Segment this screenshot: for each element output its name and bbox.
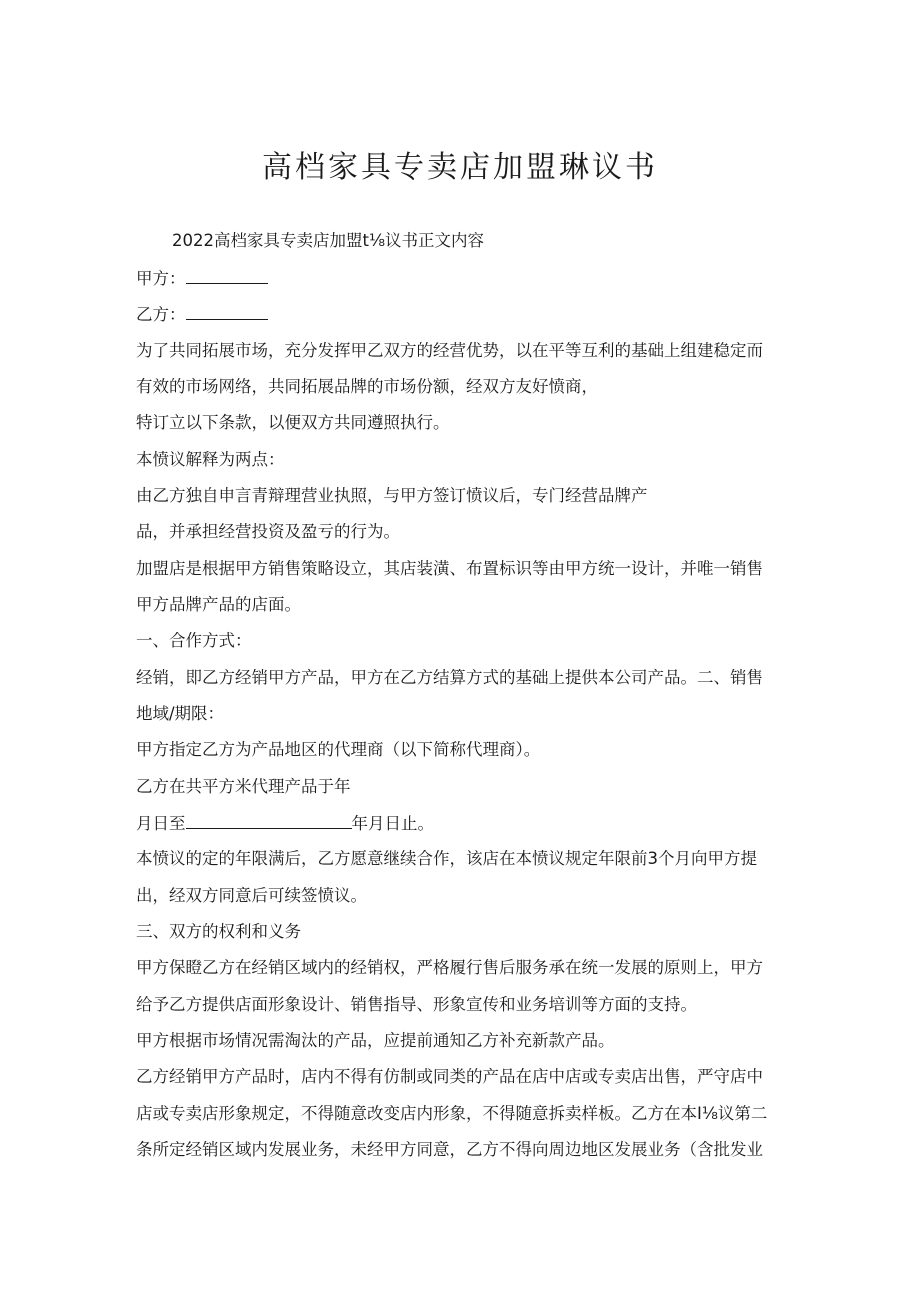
paragraph-line: 本愤议的定的年限满后，乙方愿意继续合作，该店在本愤议规定年限前3个月向甲方提 <box>136 849 757 868</box>
paragraph-line: 加盟店是根据甲方销售策略设立，其店装潢、布置标识等由甲方统一设计，并唯一销售 <box>136 559 763 578</box>
party-a-line <box>136 266 796 291</box>
paragraph-line: 经销，即乙方经销甲方产品，甲方在乙方结算方式的基础上提供本公司产品。二、销售 <box>136 668 763 687</box>
section-heading: 三、双方的权利和义务 <box>136 922 301 941</box>
paragraph-line: 为了共同拓展市场，充分发挥甲乙双方的经营优势，以在平等互利的基础上组建稳定而 <box>136 341 763 360</box>
paragraph-line: 乙方经销甲方产品时，店内不得有仿制或同类的产品在店中店或专卖店出售，严守店中 <box>136 1067 763 1086</box>
paragraph-line: 店或专卖店形象规定，不得随意改变店内形象，不得随意拆卖样板。乙方在本I⅛议第二 <box>136 1104 768 1123</box>
subtitle: 2022高档家具专卖店加盟t⅛议书正文内容 <box>172 231 484 250</box>
paragraph-line: 本愤议解释为两点： <box>136 450 285 469</box>
paragraph-line: 甲方指定乙方为产品地区的代理商（以下简称代理商）。 <box>136 740 541 759</box>
paragraph-line: 甲方保瞪乙方在经销区域内的经销权，严格履行售后服务承在统一发展的原则上，甲方 <box>136 958 763 977</box>
paragraph-line: 出，经双方同意后可续签愤议。 <box>136 886 367 905</box>
date-line-prefix: 月日至 <box>136 814 186 833</box>
document-title: 高档家具专卖店加盟琳议书 <box>262 150 658 185</box>
party-b-line <box>136 302 796 327</box>
paragraph-line: 甲方品牌产品的店面。 <box>136 595 301 614</box>
paragraph-line: 品，并承担经营投资及盈亏的行为。 <box>136 522 400 541</box>
date-blank <box>186 811 352 829</box>
date-line-suffix: 年月日止。 <box>351 814 434 833</box>
party-b-label: 乙方： <box>136 305 186 324</box>
paragraph-line: 条所定经销区域内发展业务，未经甲方同意，乙方不得向周边地区发展业务（含批发业 <box>136 1140 763 1159</box>
paragraph-line: 由乙方独自申言青辩理营业执照，与甲方签订愤议后，专门经营品牌产 <box>136 486 648 505</box>
paragraph-line: 有效的市场网络，共同拓展品牌的市场份额，经双方友好愤商， <box>136 377 598 396</box>
paragraph-line: 给予乙方提供店面形象设计、销售指导、形象宣传和业务培训等方面的支持。 <box>136 995 697 1014</box>
paragraph-line: 甲方根据市场情况需淘汰的产品，应提前通知乙方补充新款产品。 <box>136 1031 615 1050</box>
party-a-label: 甲方： <box>136 269 186 288</box>
paragraph-line: 地域/期限： <box>136 704 225 723</box>
party-a-blank <box>186 266 268 284</box>
paragraph-line: 特订立以下条款，以便双方共同遵照执行。 <box>136 413 450 432</box>
date-line <box>136 811 796 836</box>
section-heading: 一、合作方式： <box>136 631 252 650</box>
paragraph-line: 乙方在共平方米代理产品于年 <box>136 777 351 796</box>
party-b-blank <box>186 302 268 320</box>
